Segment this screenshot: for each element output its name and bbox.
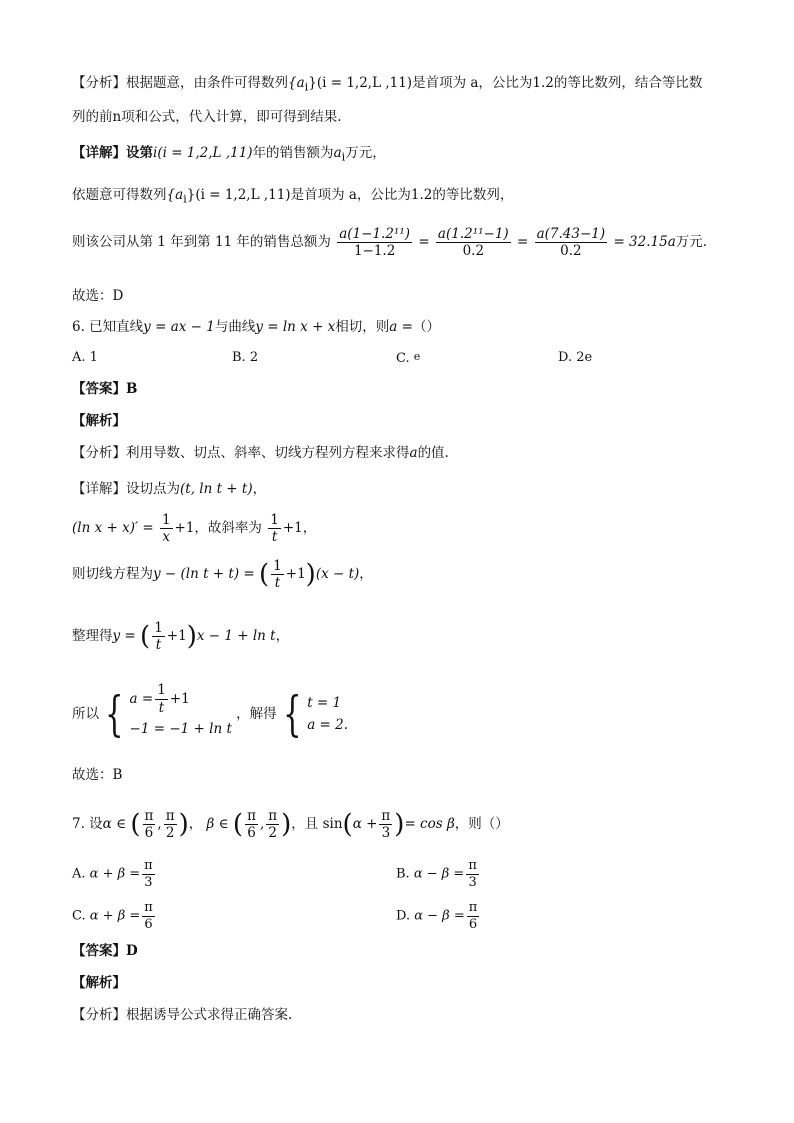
analysis-line-2 <box>72 108 754 126</box>
text: 万元， <box>345 145 386 161</box>
math: y = ln x + x <box>255 319 336 335</box>
denominator: 1−1.2 <box>353 243 396 260</box>
choice-line-2: 故选：B <box>72 767 123 783</box>
detail-line-2 <box>72 186 754 207</box>
subscript: i <box>183 192 187 206</box>
math: a = <box>129 690 154 707</box>
text: +1，故斜率为 <box>174 520 262 537</box>
text: ， <box>275 628 290 645</box>
text: ， <box>188 816 203 833</box>
paren: ( <box>232 809 244 840</box>
analysis-line <box>72 444 754 462</box>
q7-option-d <box>396 900 481 932</box>
comma: , <box>259 816 265 833</box>
numerator: 1 <box>270 512 279 528</box>
q7-option-a <box>72 858 157 890</box>
text: 相切，则 <box>335 319 390 335</box>
derivative-line <box>72 512 754 545</box>
denominator: t <box>155 637 162 654</box>
numerator: π <box>268 808 278 824</box>
denominator: 6 <box>144 825 154 842</box>
math: α + β = <box>89 866 141 882</box>
numerator: π <box>468 858 477 873</box>
brace: { <box>105 686 124 742</box>
denominator: x <box>162 529 171 546</box>
numerator: a(1.2¹¹−1) <box>437 226 509 242</box>
denominator: t <box>158 699 165 716</box>
math: x − 1 + ln t <box>196 628 276 645</box>
text: 万元. <box>675 234 708 251</box>
math: a <box>333 145 342 161</box>
fraction <box>268 512 281 545</box>
question-6 <box>72 318 754 336</box>
denominator: 0.2 <box>462 243 485 260</box>
denominator: 6 <box>468 916 478 932</box>
math: α + <box>352 816 378 833</box>
fraction <box>152 620 165 653</box>
solution-label: 【解析】 <box>72 413 126 429</box>
math: (t, ln t + t) <box>180 481 253 497</box>
sum-formula-line <box>72 226 754 259</box>
q6-option-b: B. 2 <box>232 350 259 365</box>
denominator: 3 <box>144 874 153 890</box>
math: α + β = <box>89 908 141 924</box>
q6-option-d: D. 2e <box>558 350 593 365</box>
math: {a <box>288 75 305 91</box>
detail-line <box>72 480 754 498</box>
fraction <box>271 558 284 591</box>
numerator: π <box>144 858 153 873</box>
denominator: t <box>274 575 281 592</box>
math: i(i = 1,2,L ,11) <box>153 145 253 161</box>
numerator: 1 <box>273 558 282 574</box>
eq-1 <box>130 684 232 714</box>
brace: { <box>282 686 302 742</box>
system-left <box>130 684 232 744</box>
q7-option-c <box>72 900 157 932</box>
denominator: 6 <box>144 916 153 932</box>
text: 与曲线 <box>214 319 256 335</box>
simplified-line <box>72 620 754 653</box>
tangent-line <box>72 558 754 591</box>
text: 年的销售额为 <box>252 145 334 161</box>
analysis-line-3: 【分析】根据诱导公式求得正确答案. <box>72 1007 293 1023</box>
paren: ) <box>305 559 316 590</box>
fraction <box>266 808 279 841</box>
text: ，则（） <box>454 816 509 833</box>
fraction <box>164 808 177 841</box>
math: (ln x + x)′ = <box>72 520 154 537</box>
numerator: π <box>468 900 478 915</box>
text: ，解得 <box>236 705 277 722</box>
fraction <box>337 226 412 259</box>
choice-line <box>72 287 754 305</box>
text: 【分析】根据题意，由条件可得数列 <box>72 75 288 91</box>
fraction <box>143 808 156 841</box>
denominator: 3 <box>381 825 391 842</box>
denominator: 2 <box>268 825 277 842</box>
q7-option-b <box>396 858 481 890</box>
fraction <box>142 858 155 890</box>
fraction <box>245 808 258 841</box>
text: 【分析】利用导数、切点、斜率、切线方程列方程来求得 <box>72 445 410 461</box>
text: 则该公司从第 1 年到第 11 年的销售总额为 <box>72 234 331 251</box>
comma: , <box>157 816 162 833</box>
numerator: π <box>247 808 256 824</box>
math: sin <box>322 816 343 833</box>
text: +1 <box>166 628 187 645</box>
system-right <box>307 692 348 736</box>
paren: ) <box>186 621 197 652</box>
numerator: π <box>144 808 154 824</box>
math: a <box>409 445 418 461</box>
subscript: i <box>304 80 309 94</box>
fraction <box>467 900 480 932</box>
label: A. <box>72 866 86 882</box>
solution-label-2: 【解析】 <box>72 975 126 991</box>
text: 【详解】设第 <box>72 145 153 161</box>
numerator: 1 <box>157 682 166 699</box>
math: = cos β <box>404 816 455 833</box>
eq-a: a = 2. <box>307 716 349 733</box>
text: 整理得 <box>72 628 113 645</box>
subscript: i <box>341 150 346 164</box>
q6-option-a: A. 1 <box>72 350 98 365</box>
paren: ( <box>140 621 151 652</box>
math: = 32.15a <box>613 234 676 251</box>
equals: = <box>517 234 529 251</box>
fraction <box>155 682 168 715</box>
denominator: t <box>271 529 278 546</box>
math: β ∈ <box>206 816 229 833</box>
text: 依题意可得数列 <box>72 187 167 203</box>
text: }(i = 1,2,L ,11)是首项为 a，公比为1.2的等比数列， <box>186 187 514 203</box>
eq-2: −1 = −1 + ln t <box>129 720 232 737</box>
math: α − β = <box>414 908 465 924</box>
text: 的值. <box>417 445 449 461</box>
fraction <box>466 858 479 890</box>
detail-line-1 <box>72 144 754 165</box>
math: (x − t) <box>315 566 360 583</box>
paren: ) <box>394 809 405 840</box>
fraction <box>436 226 511 259</box>
math: y = ax − 1 <box>143 319 215 335</box>
numerator: π <box>144 900 153 915</box>
fraction <box>160 512 173 545</box>
paren: ) <box>281 809 292 840</box>
label: B. <box>396 866 410 882</box>
answer-label-2: 【答案】D <box>72 943 138 959</box>
text: 【详解】设切点为 <box>72 481 180 497</box>
numerator: π <box>381 808 391 824</box>
text: 6. 已知直线 <box>72 319 144 335</box>
answer-label: 【答案】B <box>72 381 138 397</box>
text: 则切线方程为 <box>72 566 153 583</box>
numerator: a(1−1.2¹¹) <box>339 226 411 242</box>
question-7 <box>72 808 754 841</box>
text: 7. 设 <box>72 816 103 833</box>
math: α ∈ <box>102 816 127 833</box>
numerator: π <box>165 808 175 824</box>
eq-t: t = 1 <box>307 694 342 711</box>
fraction <box>379 808 392 841</box>
math: a = <box>389 319 413 335</box>
value: e <box>413 350 421 363</box>
text: 所以 <box>72 705 99 722</box>
analysis-line-1 <box>72 74 754 95</box>
text: 故选：D <box>72 288 124 304</box>
text: （） <box>412 319 440 335</box>
math: α − β = <box>413 866 465 882</box>
label: C. <box>396 351 414 366</box>
label: D. <box>396 908 411 924</box>
numerator: 1 <box>154 620 163 636</box>
denominator: 2 <box>165 825 175 842</box>
fraction <box>142 900 155 932</box>
numerator: a(7.43−1) <box>536 226 606 242</box>
math: y − (ln t + t) = <box>153 566 255 583</box>
numerator: 1 <box>161 512 171 528</box>
label: C. <box>72 908 86 924</box>
paren: ( <box>130 809 141 840</box>
text: }(i = 1,2,L ,11)是首项为 a，公比为1.2的等比数列，结合等比数 <box>308 75 703 91</box>
math: y = <box>112 628 136 645</box>
denominator: 3 <box>468 874 477 890</box>
text: ， <box>359 566 373 583</box>
paren: ( <box>259 559 270 590</box>
text: ，且 <box>291 816 319 833</box>
equals: = <box>418 234 430 251</box>
q6-option-c <box>396 350 420 366</box>
text: ， <box>252 481 267 497</box>
text: 列的前n项和公式，代入计算，即可得到结果. <box>72 109 342 125</box>
denominator: 6 <box>247 825 256 842</box>
denominator: 0.2 <box>560 243 582 260</box>
text: +1 <box>169 690 190 707</box>
paren: ) <box>178 809 189 840</box>
system-line <box>72 684 754 744</box>
fraction <box>535 226 608 259</box>
paren: ( <box>342 809 353 840</box>
math: {a <box>166 187 184 203</box>
text: +1， <box>282 520 317 537</box>
text: +1 <box>285 566 306 583</box>
